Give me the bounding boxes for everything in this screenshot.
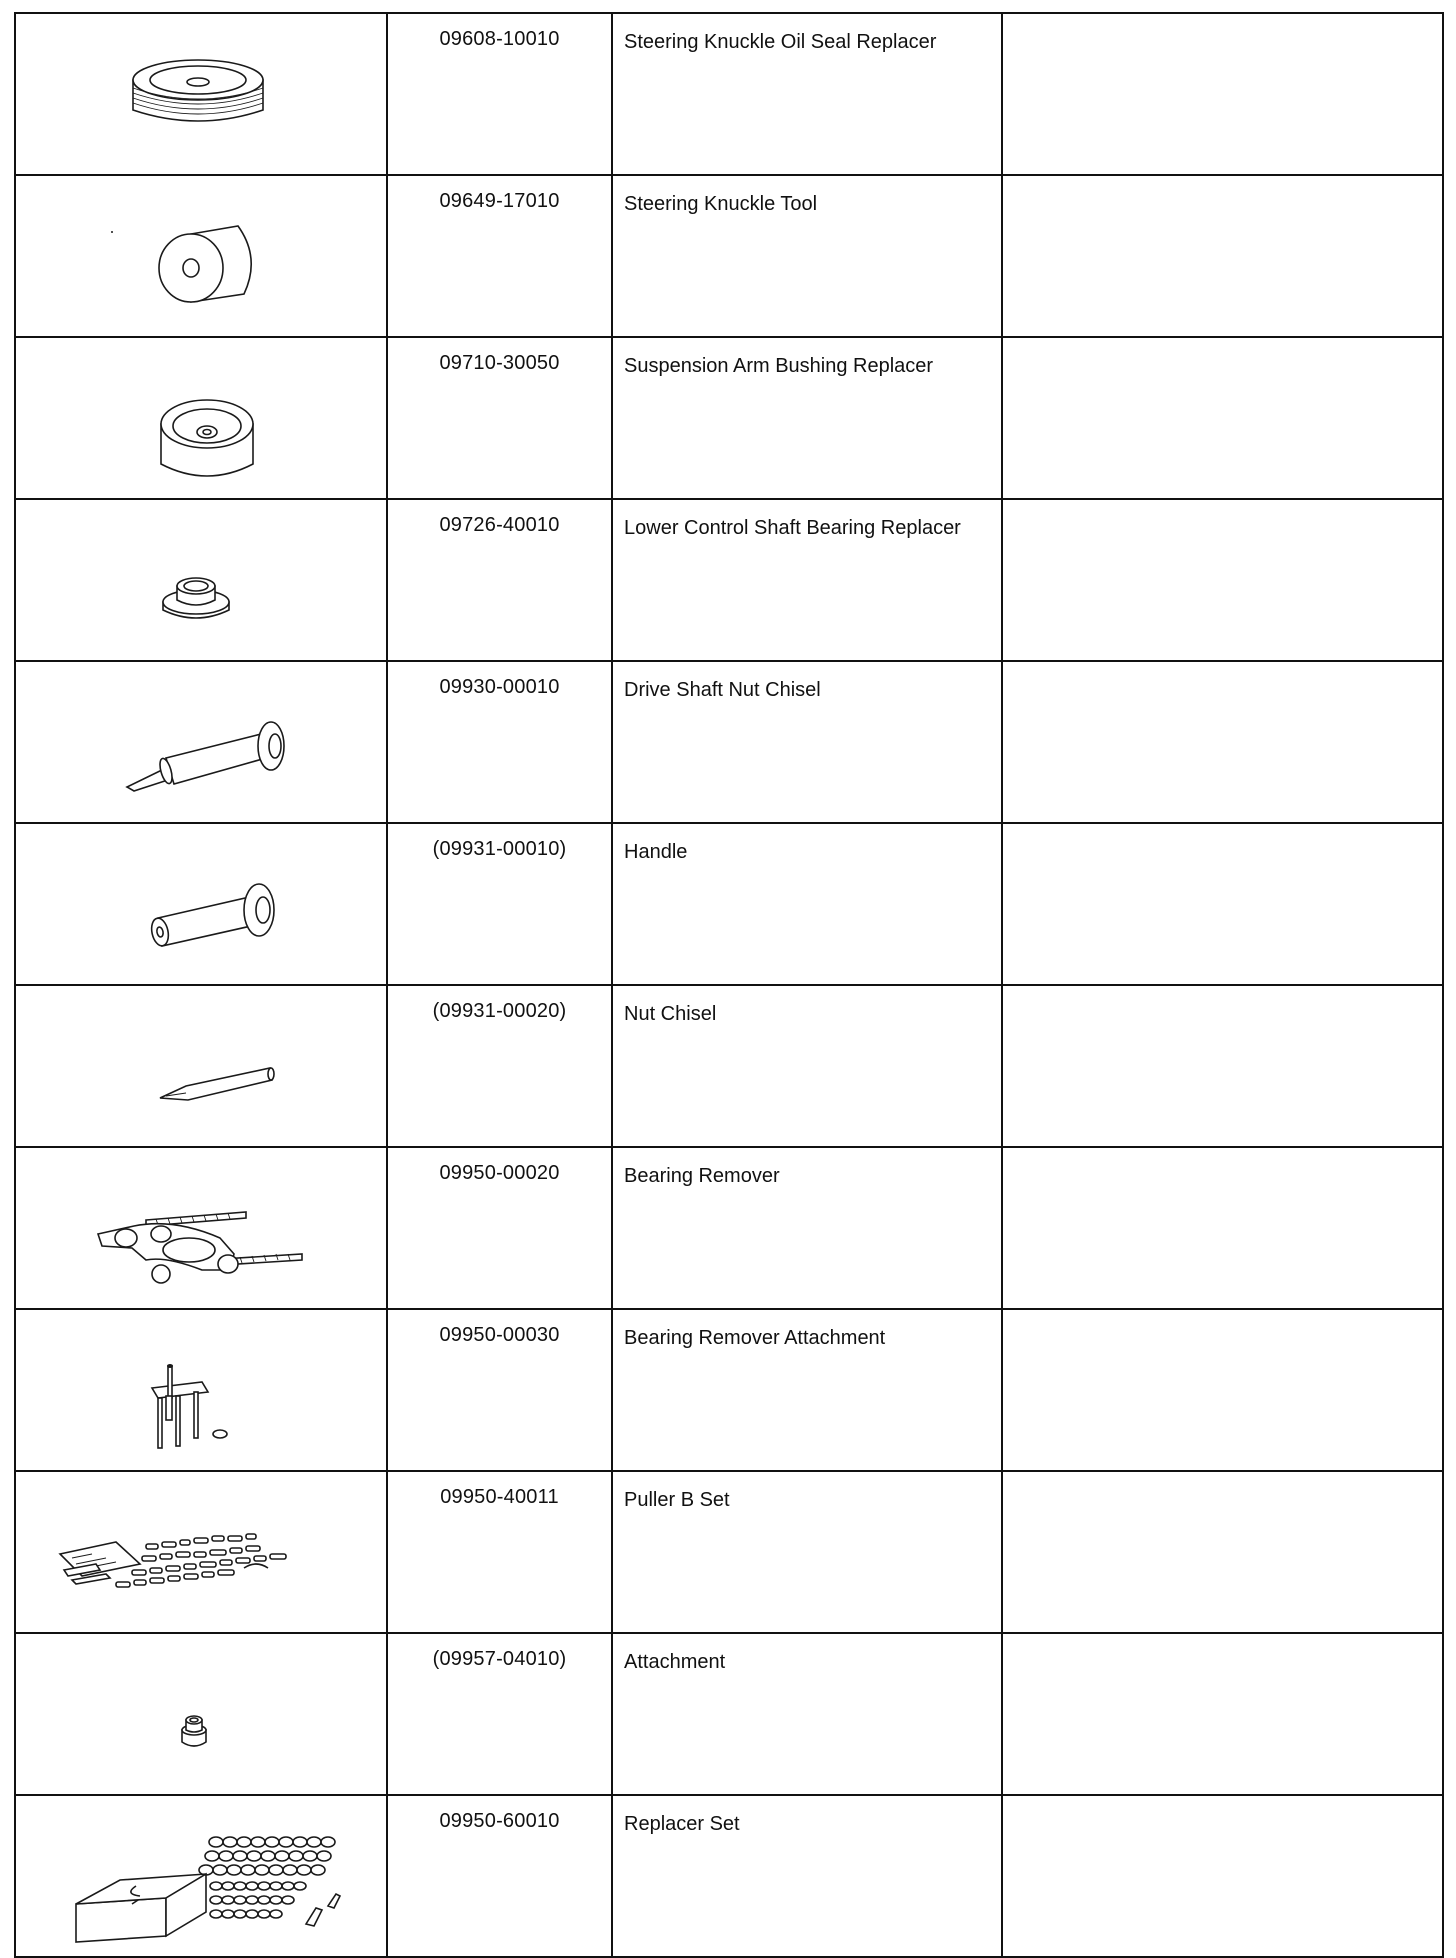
note-cell [1002,1633,1443,1795]
nut-chisel-assembly-icon [16,662,388,824]
table-row [15,1795,1443,1957]
tool-illustration-cell [15,1633,387,1795]
bushing-replacer-icon [16,338,388,500]
part-number: (09931-00010) [387,823,612,985]
table-row [15,175,1443,337]
table-row [15,337,1443,499]
tool-illustration-cell [15,1795,387,1957]
tool-name: Nut Chisel [612,985,1002,1147]
table-row [15,499,1443,661]
note-cell [1002,823,1443,985]
tool-illustration-cell [15,175,387,337]
part-number: (09957-04010) [387,1633,612,1795]
tool-illustration-cell [15,13,387,175]
part-number: 09950-40011 [387,1471,612,1633]
note-cell [1002,1147,1443,1309]
tool-illustration-cell [15,661,387,823]
note-cell [1002,499,1443,661]
table-row [15,823,1443,985]
tool-name: Puller B Set [612,1471,1002,1633]
tool-name: Steering Knuckle Oil Seal Replacer [612,13,1002,175]
note-cell [1002,1309,1443,1471]
part-number: 09950-60010 [387,1795,612,1957]
part-number: (09931-00020) [387,985,612,1147]
nut-chisel-icon [16,986,388,1148]
remover-attachment-icon [16,1310,388,1472]
tool-illustration-cell [15,823,387,985]
tool-name: Attachment [612,1633,1002,1795]
handle-icon [16,824,388,986]
note-cell [1002,985,1443,1147]
tool-illustration-cell [15,499,387,661]
table-row [15,661,1443,823]
note-cell [1002,13,1443,175]
tool-illustration-cell [15,985,387,1147]
table-row [15,1471,1443,1633]
table-row [15,1309,1443,1471]
tool-name: Bearing Remover Attachment [612,1309,1002,1471]
bearing-replacer-icon [16,500,388,662]
special-tools-table [14,12,1444,1958]
tool-name: Lower Control Shaft Bearing Replacer [612,499,1002,661]
tool-name: Handle [612,823,1002,985]
tool-name: Suspension Arm Bushing Replacer [612,337,1002,499]
tool-name: Steering Knuckle Tool [612,175,1002,337]
note-cell [1002,337,1443,499]
note-cell [1002,1471,1443,1633]
part-number: 09950-00030 [387,1309,612,1471]
part-number: 09950-00020 [387,1147,612,1309]
tool-illustration-cell [15,337,387,499]
tool-illustration-cell [15,1471,387,1633]
table-row [15,1633,1443,1795]
puller-set-icon [16,1472,388,1634]
table-row [15,985,1443,1147]
table-row [15,1147,1443,1309]
part-number: 09608-10010 [387,13,612,175]
attachment-icon [16,1634,388,1796]
tool-illustration-cell [15,1147,387,1309]
part-number: 09726-40010 [387,499,612,661]
knuckle-tool-icon [16,176,388,338]
note-cell [1002,1795,1443,1957]
note-cell [1002,175,1443,337]
tool-illustration-cell [15,1309,387,1471]
tool-name: Drive Shaft Nut Chisel [612,661,1002,823]
note-cell [1002,661,1443,823]
oil-seal-replacer-icon [16,14,388,176]
part-number: 09930-00010 [387,661,612,823]
tool-name: Replacer Set [612,1795,1002,1957]
table-row [15,13,1443,175]
part-number: 09710-30050 [387,337,612,499]
replacer-set-icon [16,1796,388,1958]
part-number: 09649-17010 [387,175,612,337]
bearing-remover-icon [16,1148,388,1310]
tool-name: Bearing Remover [612,1147,1002,1309]
